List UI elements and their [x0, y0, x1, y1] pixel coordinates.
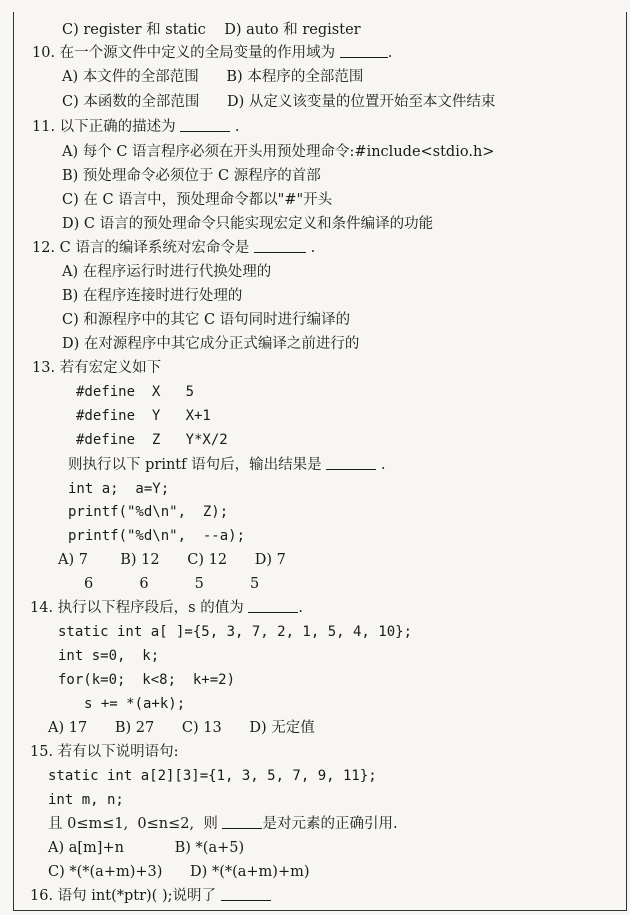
code-line: for(k=0; k<8; k+=2) [58, 672, 236, 688]
q11-stem: 11. 以下正确的描述为 . [32, 119, 240, 135]
q11-option-b: B) 预处理命令必须位于 C 源程序的首部 [62, 168, 321, 184]
q15-stem: 15. 若有以下说明语句: [30, 744, 179, 760]
answer-blank [222, 814, 262, 829]
q12-option-d: D) 在对源程序中其它成分正式编译之前进行的 [62, 336, 360, 352]
answer-blank [248, 598, 298, 613]
code-line: printf("%d\n", Z); [68, 504, 229, 520]
q12-option-a: A) 在程序运行时进行代换处理的 [62, 264, 272, 280]
q12-stem: 12. C 语言的编译系统对宏命令是 . [32, 240, 316, 256]
answer-blank [326, 455, 376, 470]
code-line: static int a[2][3]={1, 3, 5, 7, 9, 11}; [48, 768, 377, 784]
code-line: #define Z Y*X/2 [76, 432, 228, 448]
answer-blank [254, 238, 306, 253]
code-line: #define Y X+1 [76, 408, 211, 424]
q12-option-c: C) 和源程序中的其它 C 语句同时进行编译的 [62, 312, 351, 328]
answer-blank [340, 43, 388, 58]
q13-stem: 13. 若有宏定义如下 [32, 360, 162, 376]
q14-stem: 14. 执行以下程序段后，s 的值为 . [30, 600, 303, 616]
code-line: int a; a=Y; [68, 481, 170, 497]
answer-blank [180, 117, 230, 132]
q16-stem: 16. 语句 int(*ptr)( );说明了 [30, 886, 271, 906]
q13-options-bottom: 6 6 5 5 [84, 576, 260, 592]
q11-option-c: C) 在 C 语言中，预处理命令都以"#"开头 [62, 192, 333, 208]
q12-option-b: B) 在程序连接时进行处理的 [62, 288, 243, 304]
code-line: int s=0, k; [58, 648, 160, 664]
q10-options-ab: A) 本文件的全部范围 B) 本程序的全部范围 [62, 69, 364, 85]
q14-options: A) 17 B) 27 C) 13 D) 无定值 [48, 720, 315, 736]
q10-options-cd: C) 本函数的全部范围 D) 从定义该变量的位置开始至本文件结束 [62, 94, 496, 110]
q15-options-ab: A) a[m]+n B) *(a+5) [48, 840, 245, 856]
q15-options-cd: C) *(*(a+m)+3) D) *(*(a+m)+m) [48, 864, 310, 880]
q11-option-d: D) C 语言的预处理命令只能实现宏定义和条件编译的功能 [62, 216, 434, 232]
q15-prompt: 且 0≤m≤1, 0≤n≤2, 则 是对元素的正确引用. [48, 816, 398, 832]
code-line: static int a[ ]={5, 3, 7, 2, 1, 5, 4, 10}; [58, 624, 413, 640]
q11-option-a: A) 每个 C 语言程序必须在开头用预处理命令:#include<stdio.h> [62, 144, 495, 160]
code-line: #define X 5 [76, 384, 195, 400]
code-line: int m, n; [48, 792, 124, 808]
q13-options-top: A) 7 B) 12 C) 12 D) 7 [58, 552, 286, 568]
q13-prompt: 则执行以下 printf 语句后，输出结果是 . [68, 457, 386, 473]
q9-options-cd: C) register 和 static D) auto 和 register [62, 22, 361, 38]
code-line: s += *(a+k); [84, 696, 186, 712]
code-line: printf("%d\n", --a); [68, 528, 246, 544]
answer-blank [221, 886, 271, 901]
q10-stem: 10. 在一个源文件中定义的全局变量的作用域为 . [32, 45, 393, 61]
